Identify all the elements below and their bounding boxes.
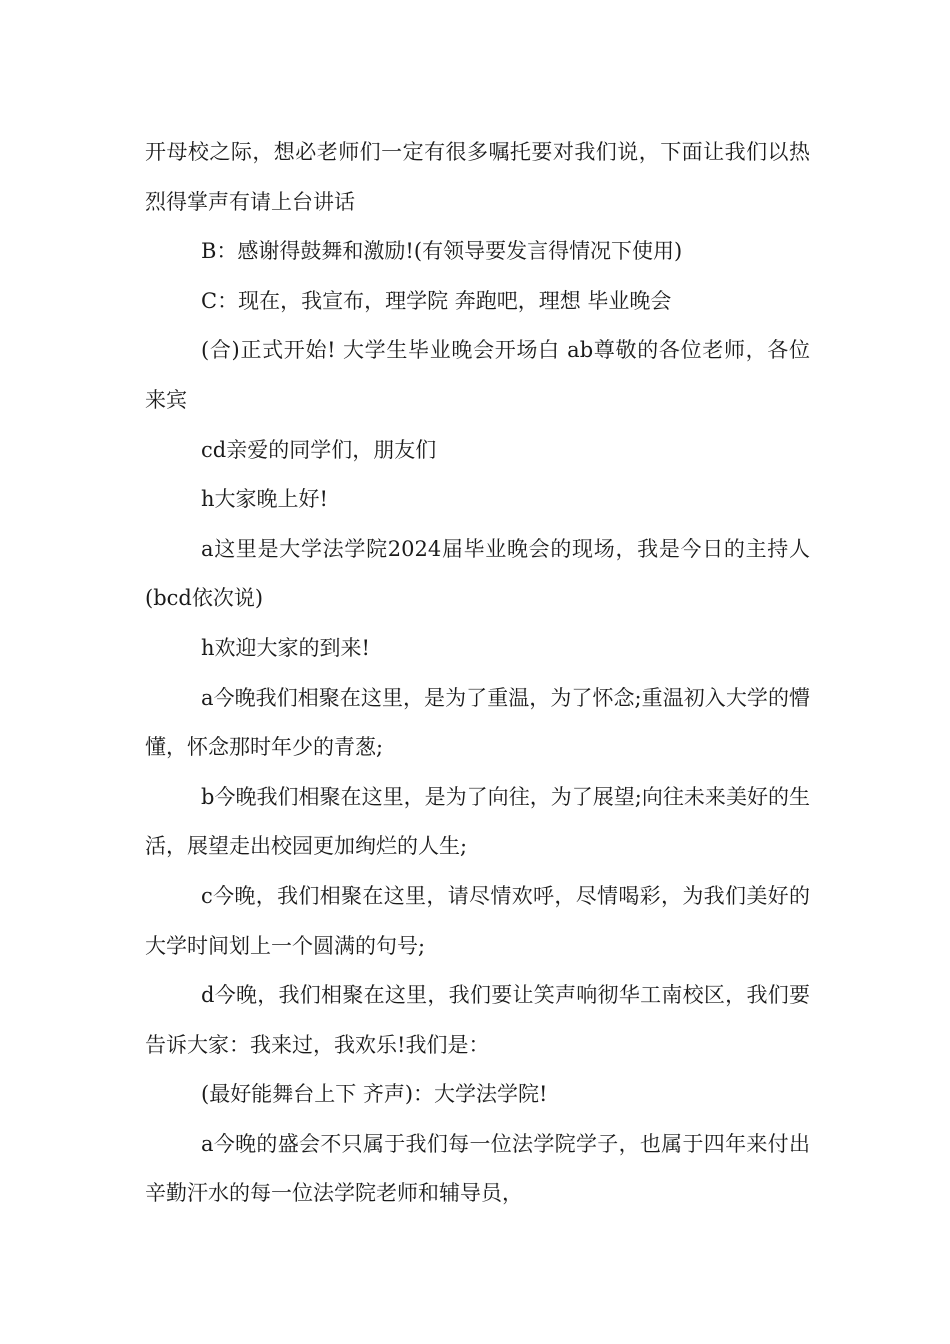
paragraph-3: C：现在，我宣布，理学院 奔跑吧，理想 毕业晚会 xyxy=(201,288,672,313)
document-body xyxy=(145,128,810,1219)
paragraph-5: cd亲爱的同学们，朋友们 xyxy=(201,437,437,462)
paragraph-12: d今晚，我们相聚在这里，我们要让笑声响彻华工南校区，我们要告诉大家：我来过，我欢乐!我们是： xyxy=(145,983,810,1057)
paragraph-1: 开母校之际，想必老师们一定有很多嘱托要对我们说，下面让我们以热烈得掌声有请上台讲话 xyxy=(145,140,810,214)
paragraph-6: h大家晚上好! xyxy=(201,487,328,512)
paragraph-9: a今晚我们相聚在这里，是为了重温，为了怀念;重温初入大学的懵懂，怀念那时年少的青葱; xyxy=(145,685,810,760)
paragraph-10: b今晚我们相聚在这里，是为了向往，为了展望;向往未来美好的生活，展望走出校园更加绚烂的人生; xyxy=(145,784,810,859)
paragraph-14: a今晚的盛会不只属于我们每一位法学院学子，也属于四年来付出辛勤汗水的每一位法学院老师和辅导员， xyxy=(145,1131,810,1206)
paragraph-7: a这里是大学法学院2024届毕业晚会的现场，我是今日的主持人(bcd依次说) xyxy=(145,536,810,611)
paragraph-2: B：感谢得鼓舞和激励!(有领导要发言得情况下使用) xyxy=(201,239,683,264)
paragraph-4: (合)正式开始! 大学生毕业晚会开场白 ab尊敬的各位老师，各位来宾 xyxy=(145,338,810,412)
paragraph-8: h欢迎大家的到来! xyxy=(201,635,370,660)
paragraph-11: c今晚，我们相聚在这里，请尽情欢呼，尽情喝彩，为我们美好的大学时间划上一个圆满的句号; xyxy=(145,883,810,958)
paragraph-13: (最好能舞台上下 齐声)：大学法学院! xyxy=(201,1082,548,1107)
